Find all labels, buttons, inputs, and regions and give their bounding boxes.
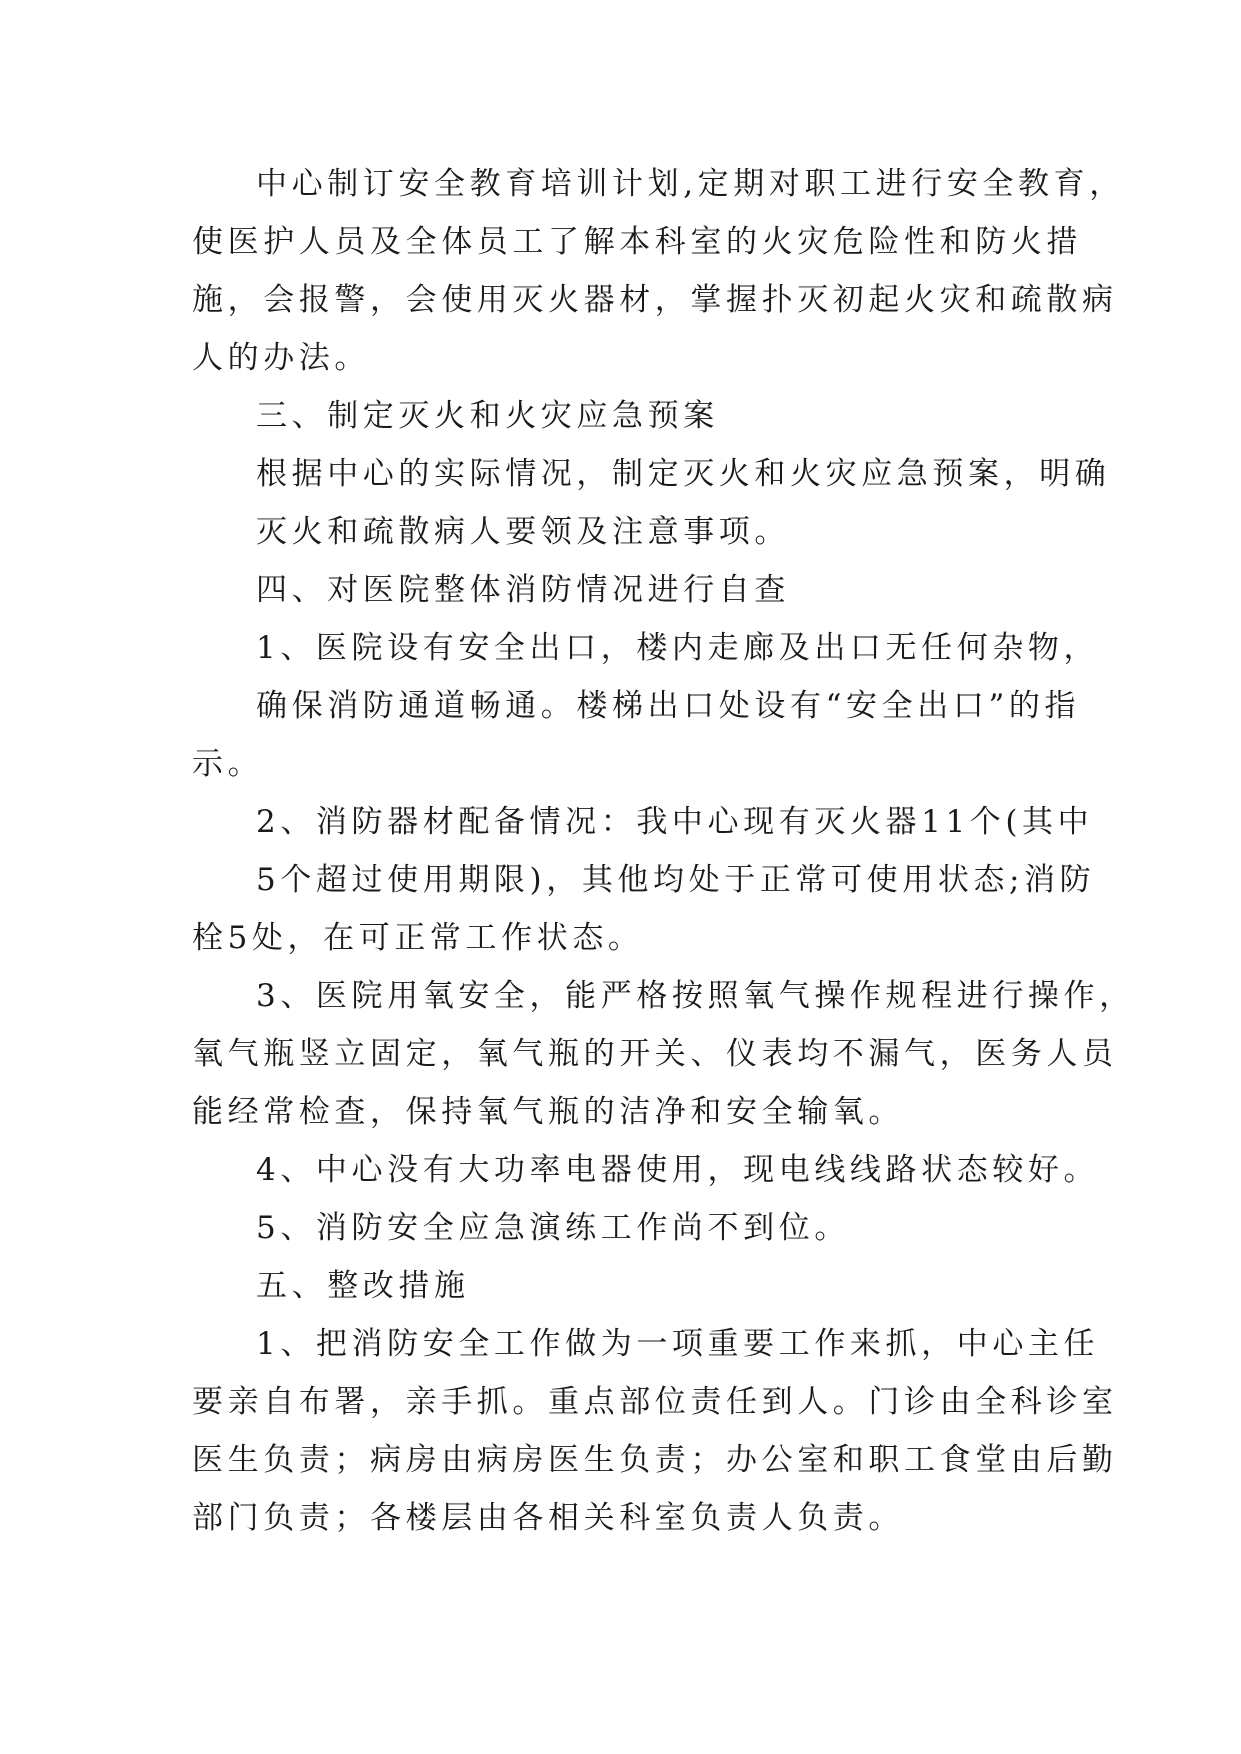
paragraph-line: 2、消防器材配备情况：我中心现有灭火器11个(其中 bbox=[256, 804, 1094, 840]
paragraph-line: 使医护人员及全体员工了解本科室的火灾危险性和防火措 bbox=[192, 224, 1082, 260]
paragraph-line: 部门负责；各楼层由各相关科室负责人负责。 bbox=[192, 1500, 904, 1536]
paragraph-line: 施，会报警，会使用灭火器材，掌握扑灭初起火灾和疏散病 bbox=[192, 282, 1118, 318]
section-heading: 三、制定灭火和火灾应急预案 bbox=[256, 398, 719, 434]
paragraph-line: 示。 bbox=[192, 746, 264, 782]
paragraph-line: 3、医院用氧安全，能严格按照氧气操作规程进行操作， bbox=[256, 978, 1135, 1014]
paragraph-line: 人的办法。 bbox=[192, 340, 370, 376]
section-heading: 五、整改措施 bbox=[256, 1268, 470, 1304]
paragraph-line: 5个超过使用期限)，其他均处于正常可使用状态;消防 bbox=[256, 862, 1096, 898]
paragraph-line: 确保消防通道畅通。楼梯出口处设有“安全出口”的指 bbox=[256, 688, 1081, 724]
paragraph-line: 栓5处，在可正常工作状态。 bbox=[192, 920, 644, 956]
paragraph-line: 1、医院设有安全出口，楼内走廊及出口无任何杂物， bbox=[256, 630, 1100, 666]
paragraph-line: 4、中心没有大功率电器使用，现电线线路状态较好。 bbox=[256, 1152, 1100, 1188]
paragraph-line: 医生负责；病房由病房医生负责；办公室和职工食堂由后勤 bbox=[192, 1442, 1118, 1478]
section-heading: 四、对医院整体消防情况进行自查 bbox=[256, 572, 790, 608]
paragraph-line: 要亲自布署，亲手抓。重点部位责任到人。门诊由全科诊室 bbox=[192, 1384, 1118, 1420]
paragraph-line: 能经常检查，保持氧气瓶的洁净和安全输氧。 bbox=[192, 1094, 904, 1130]
paragraph-line: 根据中心的实际情况，制定灭火和火灾应急预案，明确 bbox=[256, 456, 1111, 492]
paragraph-line: 氧气瓶竖立固定，氧气瓶的开关、仪表均不漏气，医务人员 bbox=[192, 1036, 1118, 1072]
paragraph-line: 1、把消防安全工作做为一项重要工作来抓，中心主任 bbox=[256, 1326, 1100, 1362]
paragraph-line: 5、消防安全应急演练工作尚不到位。 bbox=[256, 1210, 850, 1246]
paragraph-line: 中心制订安全教育培训计划,定期对职工进行安全教育， bbox=[256, 166, 1125, 202]
paragraph-line: 灭火和疏散病人要领及注意事项。 bbox=[256, 514, 790, 550]
